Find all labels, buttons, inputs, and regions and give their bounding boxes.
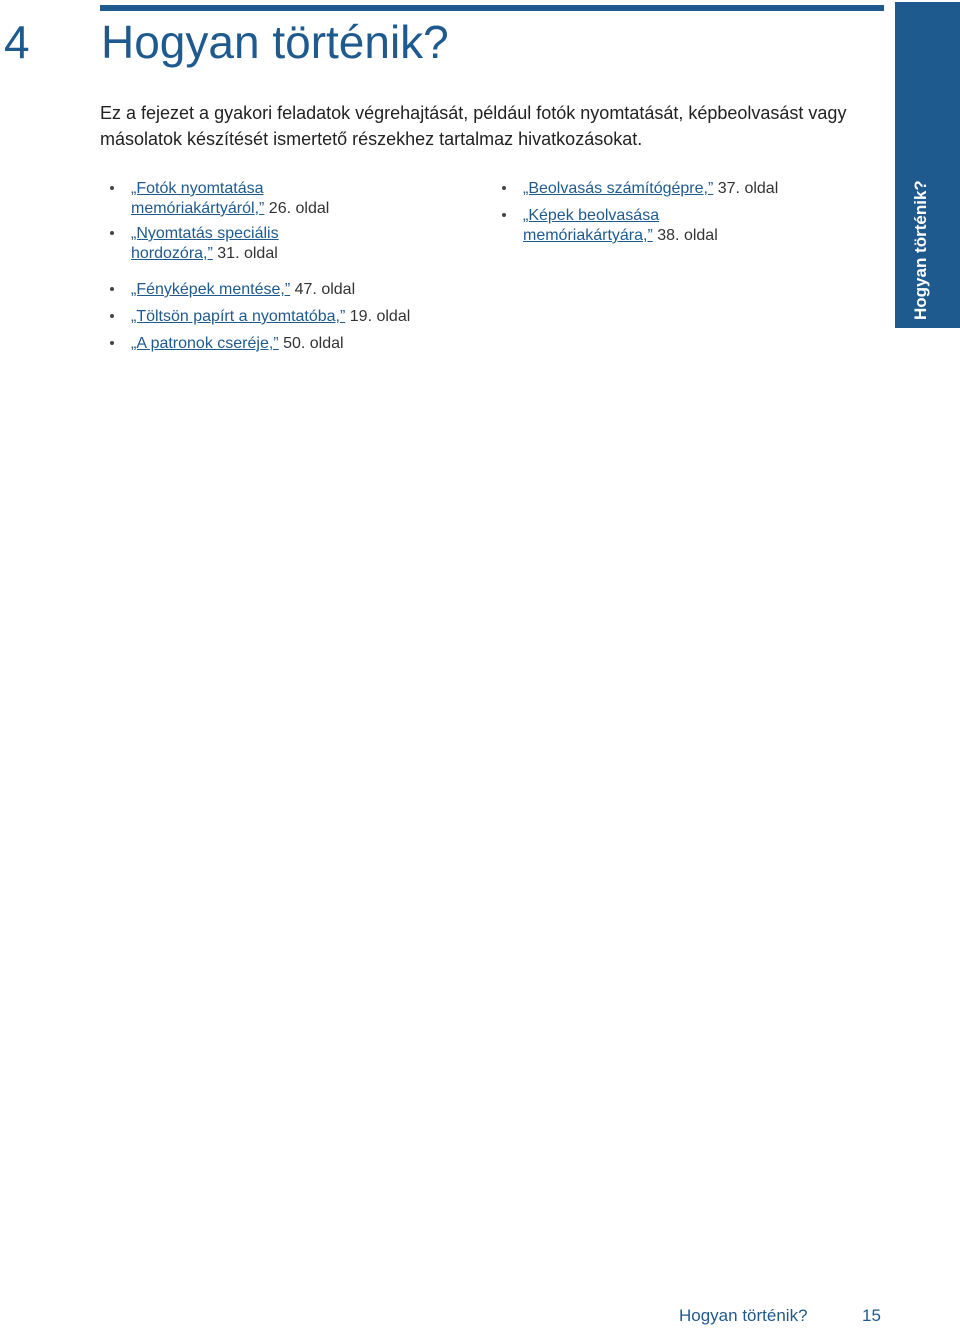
link-save-photos[interactable]: „Fényképek mentése,” — [131, 281, 291, 298]
list-item — [98, 224, 341, 264]
page-number: 15 — [862, 1306, 881, 1325]
list-item — [490, 179, 863, 199]
link-scan-to-memory-card[interactable]: „Képek beolvasása memóriakártyára,” — [523, 207, 660, 244]
footer-chapter-title: Hogyan történik? — [679, 1306, 808, 1325]
link-print-special-media[interactable]: „Nyomtatás speciális hordozóra,” — [131, 225, 279, 262]
page-reference: 38. oldal — [652, 227, 718, 244]
chapter-number: 4 — [4, 16, 30, 68]
link-scan-to-computer[interactable]: „Beolvasás számítógépre,” — [523, 180, 714, 197]
page-reference: 47. oldal — [290, 281, 356, 298]
link-load-paper[interactable]: „Töltsön papírt a nyomtatóba,” — [131, 308, 346, 325]
page-reference: 19. oldal — [345, 308, 411, 325]
page-reference: 37. oldal — [713, 180, 779, 197]
header-rule — [100, 5, 884, 11]
list-item — [98, 307, 471, 327]
intro-paragraph: Ez a fejezet a gyakori feladatok végrehajtását, például fotók nyomtatását, képbeolvasást vagy másolatok készítését ismertető részekhez tartalmaz hivatkozásokat. — [100, 103, 847, 149]
side-tab-label: Hogyan történik? — [911, 180, 930, 320]
link-photo-print-memory-card[interactable]: „Fotók nyomtatása memóriakártyáról,” — [131, 180, 265, 217]
list-item — [98, 334, 471, 354]
list-item — [490, 206, 763, 246]
page-reference: 31. oldal — [212, 245, 278, 262]
page-reference: 50. oldal — [278, 335, 344, 352]
list-item — [98, 280, 471, 300]
chapter-title: Hogyan történik? — [101, 16, 449, 68]
list-item — [98, 179, 381, 219]
link-list-right — [490, 179, 880, 259]
link-list-left — [98, 179, 478, 359]
link-replace-cartridges[interactable]: „A patronok cseréje,” — [131, 335, 279, 352]
page-reference: 26. oldal — [264, 200, 330, 217]
